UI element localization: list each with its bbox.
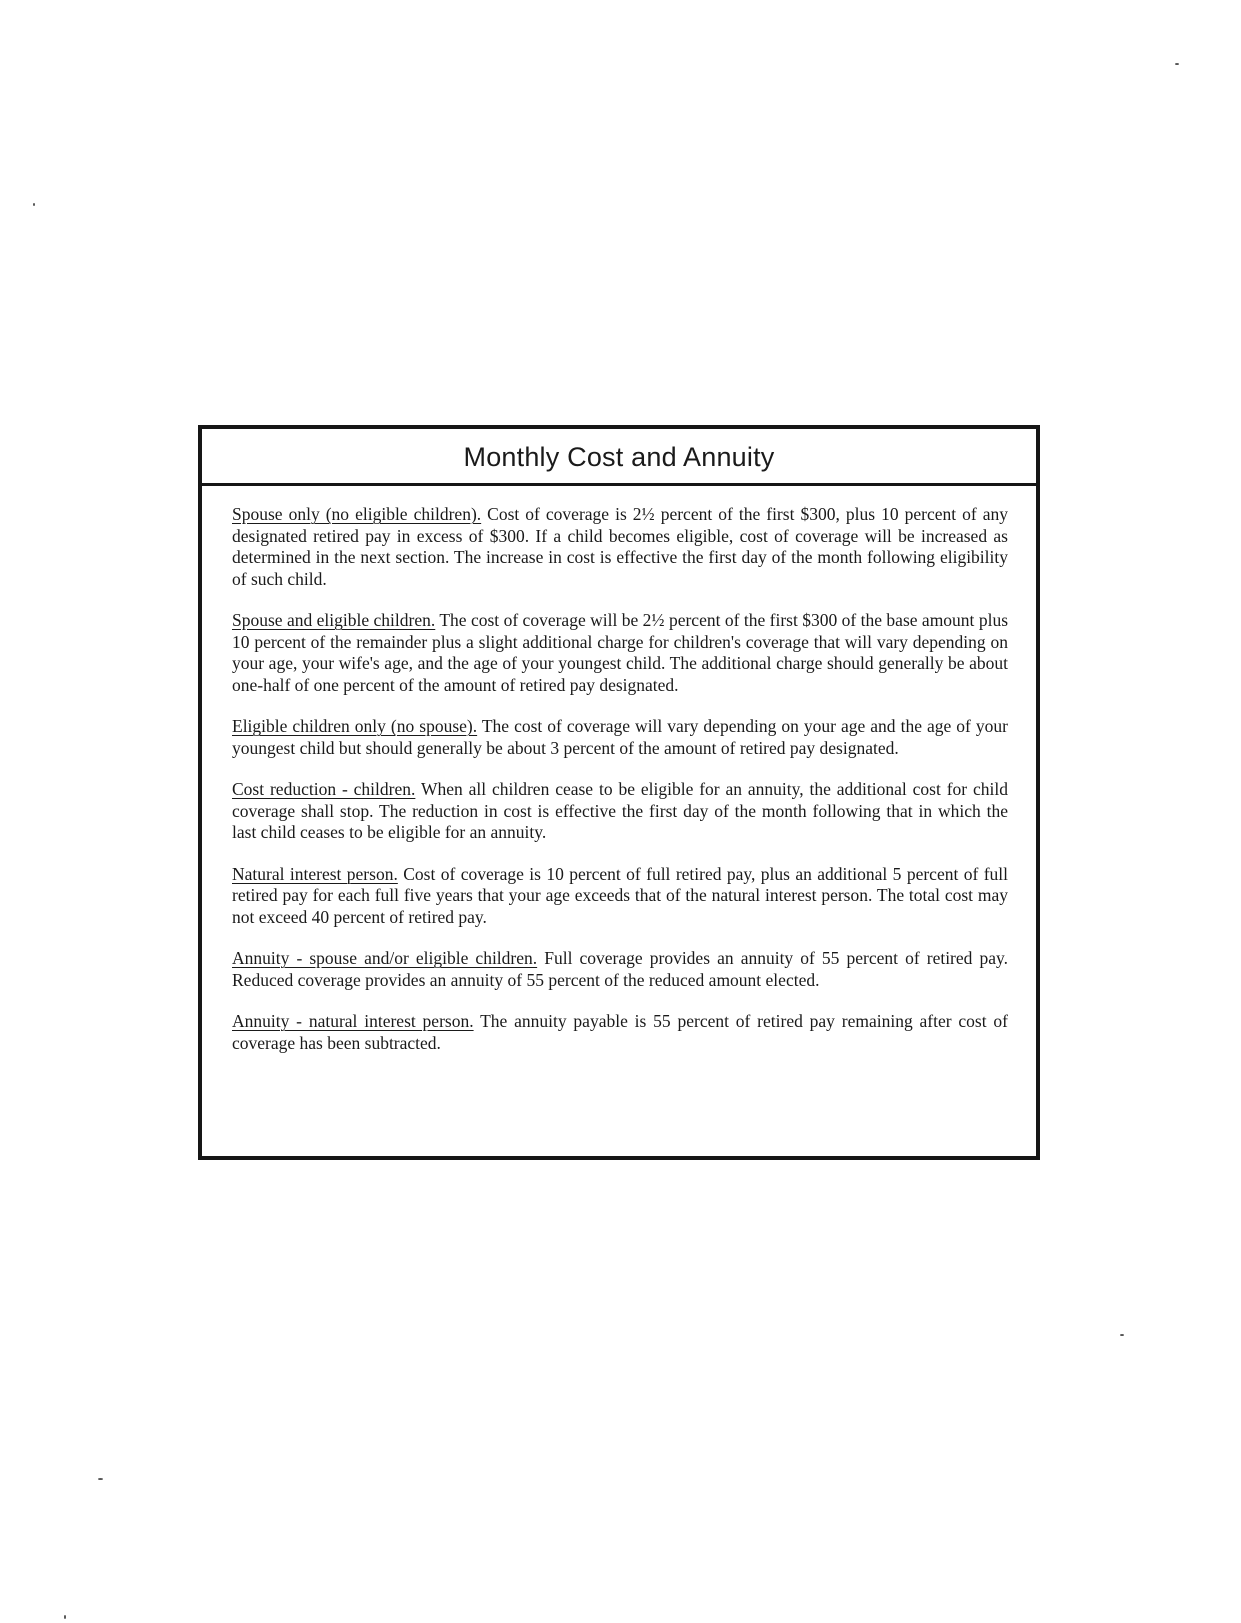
scan-speck xyxy=(1120,1334,1124,1336)
section-text: Cost of coverage is 2½ percent of the first $300, plus 10 percent of any designated retired pay in excess of $300. If a child becomes eligible, cost of coverage will be increased as determined in the next section. The increase in cost is effective the first day of the month following eligibility of such child. xyxy=(232,504,1009,589)
section-heading: Cost reduction - children. xyxy=(232,779,416,799)
scan-speck xyxy=(1175,63,1179,65)
section-heading: Natural interest person. xyxy=(232,863,398,884)
title-bar xyxy=(202,429,1036,486)
section-heading: Annuity - spouse and/or eligible children. xyxy=(232,948,538,968)
section-spouse-and-children xyxy=(232,610,1008,696)
scan-speck xyxy=(64,1615,66,1619)
box-body xyxy=(232,504,1008,1054)
box-title: Monthly Cost and Annuity xyxy=(463,441,775,472)
scan-speck xyxy=(33,203,35,206)
section-text: Cost of coverage is 10 percent of full retired pay, plus an additional 5 percent of full retired pay for each full five years that your age exceeds that of the natural interest person. The total cost may not exceed 40 percent of retired pay. xyxy=(232,863,1009,927)
section-annuity-spouse xyxy=(232,948,1008,991)
section-annuity-natural xyxy=(232,1011,1008,1054)
section-natural-interest xyxy=(232,864,1008,929)
section-text: When all children cease to be eligible for an annuity, the additional cost for child coverage shall stop. The reduction in cost is effective the first day of the month following that in which the last child ceases to be eligible for an annuity. xyxy=(232,779,1008,842)
scan-speck xyxy=(98,1478,103,1480)
section-cost-reduction xyxy=(232,779,1008,844)
section-children-only xyxy=(232,716,1008,759)
cost-annuity-box xyxy=(198,425,1040,1160)
section-heading: Spouse only (no eligible children). xyxy=(232,504,482,524)
section-text: Full coverage provides an annuity of 55 percent of retired pay. Reduced coverage provides an annuity of 55 percent of the reduced amount elected. xyxy=(232,948,1008,990)
section-heading: Spouse and eligible children. xyxy=(232,610,436,630)
section-heading: Annuity - natural interest person. xyxy=(232,1011,474,1031)
section-spouse-only xyxy=(232,504,1008,590)
section-text: The annuity payable is 55 percent of retired pay remaining after cost of coverage has been subtracted. xyxy=(232,1011,1008,1053)
section-text: The cost of coverage will vary depending on your age and the age of your youngest child but should generally be about 3 percent of the amount of retired pay designated. xyxy=(232,716,1008,758)
section-text: The cost of coverage will be 2½ percent of the first $300 of the base amount plus 10 percent of the remainder plus a slight additional charge for children's coverage that will vary depending on your age, your wife's age, and the age of your youngest child. The additional charge should generally be about one-half of one percent of the amount of retired pay designated. xyxy=(232,610,1009,695)
section-heading: Eligible children only (no spouse). xyxy=(232,716,478,736)
